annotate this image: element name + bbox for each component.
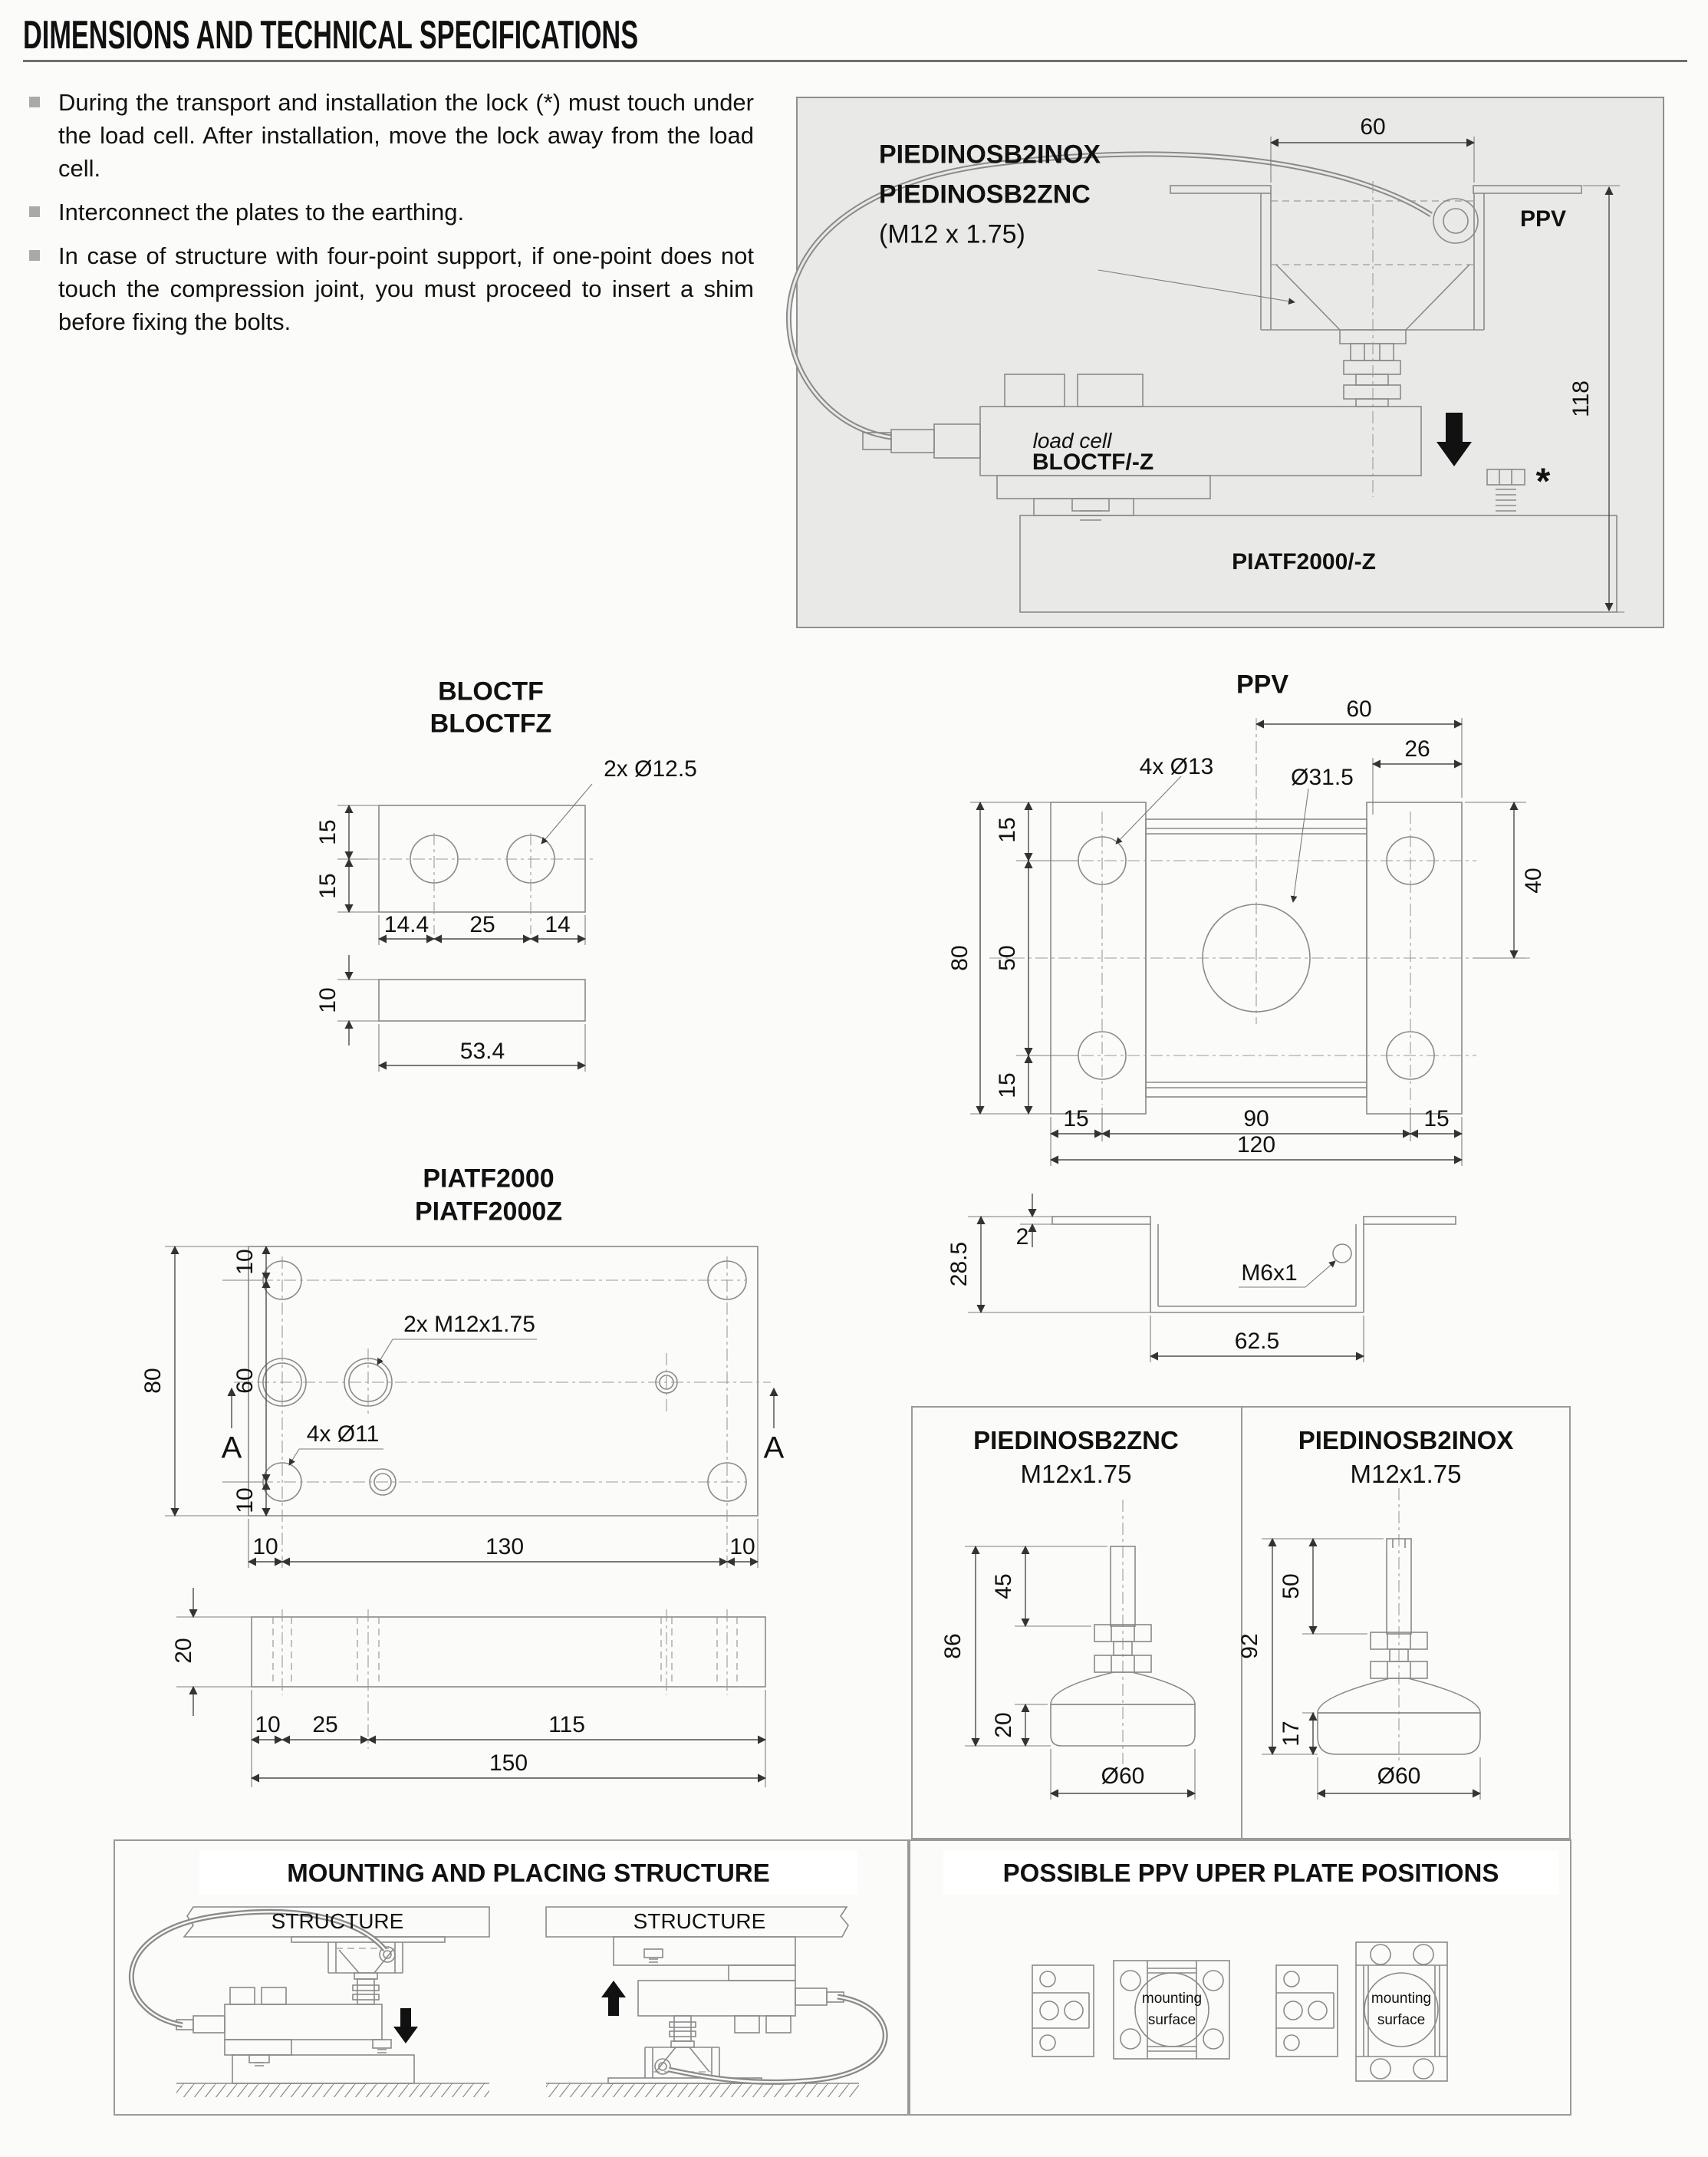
dim-label: 50 bbox=[995, 945, 1020, 971]
dim-label: 118 bbox=[1568, 380, 1594, 417]
plate-label: PIATF2000/-Z bbox=[1232, 549, 1376, 575]
foot-title: PIEDINOSB2ZNC bbox=[973, 1426, 1179, 1454]
note-label: Ø31.5 bbox=[1291, 765, 1354, 790]
dim-label: 10 bbox=[232, 1249, 258, 1275]
dim-label: 115 bbox=[548, 1712, 585, 1737]
dim-label: 20 bbox=[171, 1638, 196, 1664]
lock-asterisk: * bbox=[1535, 461, 1551, 502]
note-label: 4x Ø13 bbox=[1139, 754, 1214, 779]
dim-label: 15 bbox=[995, 817, 1020, 843]
drawing-title: PPV bbox=[1236, 670, 1289, 700]
dim-label: 20 bbox=[991, 1712, 1016, 1738]
dim-label: 60 bbox=[1346, 696, 1372, 722]
dim-label: 14 bbox=[545, 912, 571, 937]
drawing-title: PIATF2000Z bbox=[414, 1197, 563, 1227]
dim-label: 80 bbox=[947, 945, 972, 971]
section-label: A bbox=[221, 1431, 242, 1465]
dim-label: 60 bbox=[232, 1368, 258, 1394]
dim-label: 15 bbox=[315, 819, 341, 845]
structure-label: STRUCTURE bbox=[633, 1909, 766, 1933]
dim-label: 90 bbox=[1243, 1106, 1269, 1131]
dim-label: 14.4 bbox=[383, 912, 429, 937]
dim-label: 60 bbox=[1360, 114, 1386, 140]
note-text: In case of structure with four-point support, if one-point does not touch the compression joint, you must proceed to insert a shim before fixing the bolts. bbox=[58, 242, 754, 335]
up-arrow-icon bbox=[601, 1981, 626, 2016]
part-thread-label: (M12 x 1.75) bbox=[879, 219, 1025, 249]
note-label: 2x M12x1.75 bbox=[403, 1312, 535, 1337]
feet-linework bbox=[965, 1488, 1480, 1800]
note-text: Interconnect the plates to the earthing. bbox=[58, 199, 465, 226]
dim-label: 53.4 bbox=[459, 1039, 505, 1064]
dim-label: 120 bbox=[1236, 1132, 1276, 1158]
dim-label: 26 bbox=[1404, 736, 1430, 762]
dim-label: 15 bbox=[995, 1072, 1020, 1098]
dim-label: 10 bbox=[252, 1534, 278, 1559]
dim-label: 17 bbox=[1279, 1721, 1304, 1747]
dim-label: 25 bbox=[469, 912, 495, 937]
dim-label: 10 bbox=[729, 1534, 755, 1559]
foot-title: PIEDINOSB2INOX bbox=[1298, 1426, 1514, 1454]
mounting-linework bbox=[131, 1907, 885, 2097]
dim-label: 15 bbox=[315, 873, 341, 899]
drawing-title: BLOCTF bbox=[438, 677, 544, 706]
dim-label: 45 bbox=[991, 1573, 1016, 1599]
dim-label: Ø60 bbox=[1101, 1763, 1145, 1789]
dim-label: 2 bbox=[1015, 1224, 1029, 1250]
dim-label: 25 bbox=[312, 1712, 338, 1737]
part-label: PIEDINOSB2ZNC bbox=[879, 179, 1091, 209]
dim-label: 40 bbox=[1521, 868, 1546, 894]
foot-thread: M12x1.75 bbox=[1350, 1460, 1462, 1488]
panel-title: POSSIBLE PPV UPER PLATE POSITIONS bbox=[1002, 1859, 1499, 1887]
mounting-surface-label: surface bbox=[1147, 2012, 1196, 2028]
structure-label: STRUCTURE bbox=[271, 1909, 404, 1933]
foot-thread: M12x1.75 bbox=[1020, 1460, 1132, 1488]
ppv-plan-linework bbox=[970, 718, 1530, 1166]
bloctf-label: BLOCTF/-Z bbox=[1032, 450, 1154, 475]
ppv-profile-linework bbox=[968, 1194, 1456, 1362]
drawing-title: BLOCTFZ bbox=[429, 709, 552, 739]
thread-label: M6x1 bbox=[1241, 1260, 1298, 1286]
down-arrow-icon bbox=[1436, 413, 1472, 466]
dim-label: 15 bbox=[1063, 1106, 1089, 1131]
mounting-surface-label: mounting bbox=[1141, 1991, 1203, 2007]
ppv-label: PPV bbox=[1519, 206, 1567, 232]
dim-label: 10 bbox=[315, 987, 341, 1013]
part-label: PIEDINOSB2INOX bbox=[879, 140, 1101, 170]
dim-label: 10 bbox=[232, 1487, 258, 1513]
dim-label: 15 bbox=[1423, 1106, 1450, 1131]
note-label: 4x Ø11 bbox=[306, 1421, 380, 1447]
section-label: A bbox=[763, 1431, 785, 1465]
dim-label: Ø60 bbox=[1377, 1763, 1421, 1789]
dim-label: 86 bbox=[940, 1633, 966, 1659]
mounting-surface-label: surface bbox=[1377, 2012, 1426, 2028]
down-arrow-icon bbox=[393, 2008, 418, 2043]
dim-label: 62.5 bbox=[1234, 1329, 1280, 1354]
page-title: DIMENSIONS AND TECHNICAL SPECIFICATIONS bbox=[23, 13, 639, 58]
dim-label: 80 bbox=[140, 1368, 166, 1394]
note-text: During the transport and installation the lock (*) must touch under the load cell. After installation, move the lock away from the load cell. bbox=[58, 89, 754, 182]
dim-label: 130 bbox=[485, 1534, 525, 1559]
dim-label: 150 bbox=[489, 1750, 528, 1776]
panel-title: MOUNTING AND PLACING STRUCTURE bbox=[287, 1859, 770, 1887]
load-cell-label: load cell bbox=[1032, 429, 1112, 453]
mounting-surface-label: mounting bbox=[1371, 1991, 1432, 2007]
note-label: 2x Ø12.5 bbox=[604, 756, 697, 782]
drawing-title: PIATF2000 bbox=[423, 1164, 555, 1194]
dim-label: 10 bbox=[255, 1712, 281, 1737]
dim-label: 28.5 bbox=[946, 1241, 972, 1287]
dim-label: 50 bbox=[1279, 1573, 1304, 1599]
dim-label: 92 bbox=[1237, 1633, 1262, 1659]
